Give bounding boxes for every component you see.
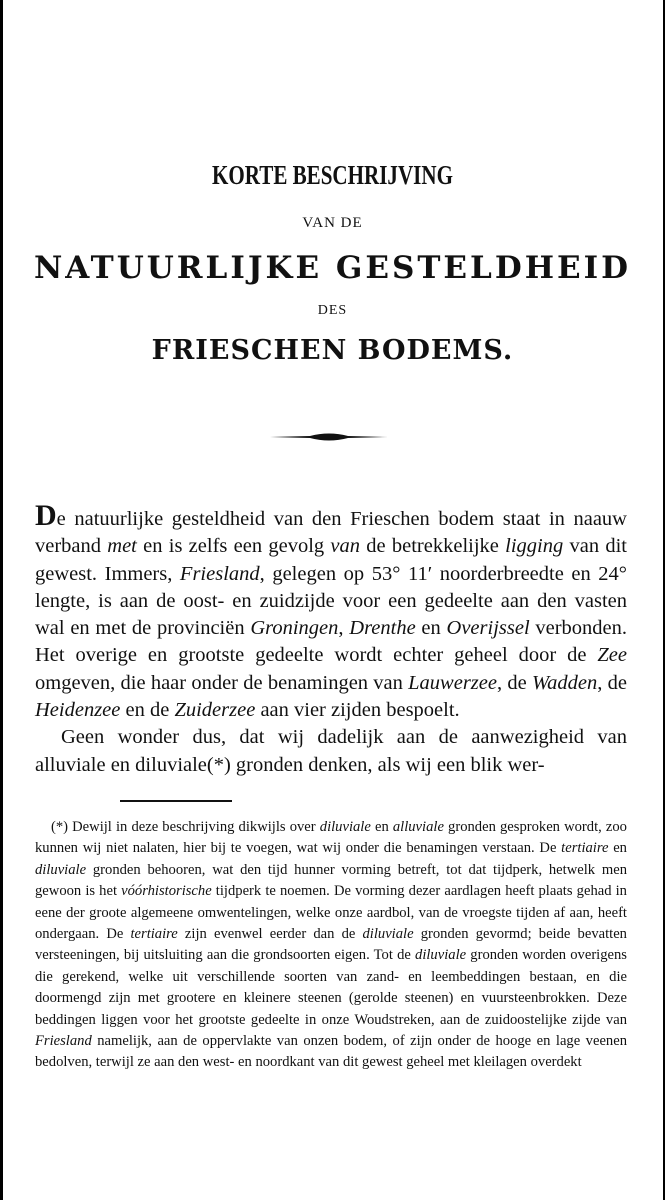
footnote-paragraph (35, 817, 627, 1074)
italic-run: met (107, 535, 137, 558)
italic-run: Lauwerzee (408, 671, 497, 694)
italic-run: diluviale (415, 947, 467, 964)
paragraph-2: Geen wonder dus, dat wij dadelijk aan de aanwezigheid van alluviale en diluviale(*) gronden denken, als wij een blik wer- (35, 726, 627, 776)
text-run: tijdperk te noemen. De vorming dezer aardlagen heeft plaats gehad in eene der groote algemeene omwentelingen, welke onze aardbol, van de vroegste tijden af aan, heeft ondergaan. De (35, 883, 627, 943)
text-run: en (608, 840, 627, 857)
text-run: , (338, 617, 350, 640)
italic-run: ligging (505, 535, 564, 558)
text-run: (*) Dewijl in deze beschrijving dikwijls over (51, 819, 320, 835)
title-line-3: NATUURLIJKE GESTELDHEID (33, 250, 632, 286)
italic-run: diluviale (362, 926, 414, 943)
italic-run: alluviale (392, 819, 444, 835)
text-run: zijn evenwel eerder dan de (177, 926, 363, 943)
text-run: , de (597, 671, 627, 694)
footnote-rule (120, 800, 232, 802)
title-line-5: FRIESCHEN BODEMS. (151, 335, 514, 366)
italic-run: Zee (597, 644, 627, 667)
text-run: verbonden. Het overige en grootste gedeelte wordt echter geheel door de (35, 617, 628, 667)
text-run: gronden behooren, wat den tijd hunner vorming betreft, tot dat tijdperk, hetwelk men gewoon is het (35, 861, 627, 900)
drop-cap: D (35, 499, 57, 532)
paragraph-1 (35, 499, 628, 724)
italic-run: diluviale (319, 819, 371, 835)
text-run: en (370, 819, 393, 835)
title-line-1: KORTE BESCHRIJVING (212, 160, 453, 190)
italic-run: Friesland (179, 562, 260, 585)
title-line-2: VAN DE (302, 215, 363, 231)
text-run: gronden worden overigens die gerekend, welke uit verschillende soorten van zand- en leembeddingen bestaan, en die doormengd zijn met grootere en kleinere steenen (gerolde steenen) en vuursteenbrokken. Deze beddingen liggen voor het grootste gedeelte in onze Woudstreken, aan de zuidoostelijke zijde van (35, 947, 627, 1028)
italic-run: Friesland (35, 1033, 92, 1050)
text-run: gronden gesproken wordt, zoo kunnen wij niet nalaten, hier bij te voegen, wat wij onder die benamingen verstaan. De (35, 819, 627, 857)
italic-run: tertiaire (561, 840, 609, 857)
italic-run: Wadden (531, 671, 598, 694)
text-run: namelijk, aan de oppervlakte van onzen bodem, of zijn onder de hooge en lage veenen bedolven, terwijl ze aan den west- en noordkant van dit gewest geheel met kleilagen overdekt (35, 1033, 627, 1071)
text-run: omgeven, die haar onder de benamingen van (35, 671, 409, 694)
text-run: en is zelfs een gevolg (136, 535, 331, 558)
italic-run: Zuiderzee (174, 699, 256, 722)
text-run: en de (120, 699, 175, 722)
title-line-4: DES (317, 303, 348, 318)
page-edge-left (0, 0, 3, 1200)
footnote (35, 817, 627, 1074)
italic-run: diluviale (35, 861, 87, 878)
text-run: gronden gevormd; beide bevatten versteeningen, bij uitsluiting aan die grondsoorten eigen. Tot de (35, 926, 627, 964)
italic-run: vóórhistorische (121, 883, 212, 900)
italic-run: Drenthe (349, 617, 416, 640)
ornament-rule (270, 431, 388, 443)
italic-run: Overijssel (446, 617, 530, 640)
text-run: , gelegen op 53° 11′ noorderbreedte en 24° lengte, is aan de oost- en zuidzijde voor een gedeelte aan den vasten wal en met de provinciën (35, 562, 627, 640)
italic-run: Heidenzee (35, 699, 121, 722)
italic-run: tertiaire (130, 926, 178, 943)
text-run: e natuurlijke gesteldheid van den Frieschen bodem staat in naauw verband (35, 508, 627, 558)
text-run: van dit gewest. Immers, (35, 535, 627, 585)
main-text (35, 499, 628, 779)
text-run: , de (496, 671, 532, 694)
italic-run: van (330, 535, 361, 558)
text-run: de betrekkelijke (360, 535, 506, 558)
italic-run: Groningen (250, 617, 339, 640)
text-run: en (415, 617, 447, 640)
text-run: aan vier zijden bespoelt. (255, 699, 460, 722)
